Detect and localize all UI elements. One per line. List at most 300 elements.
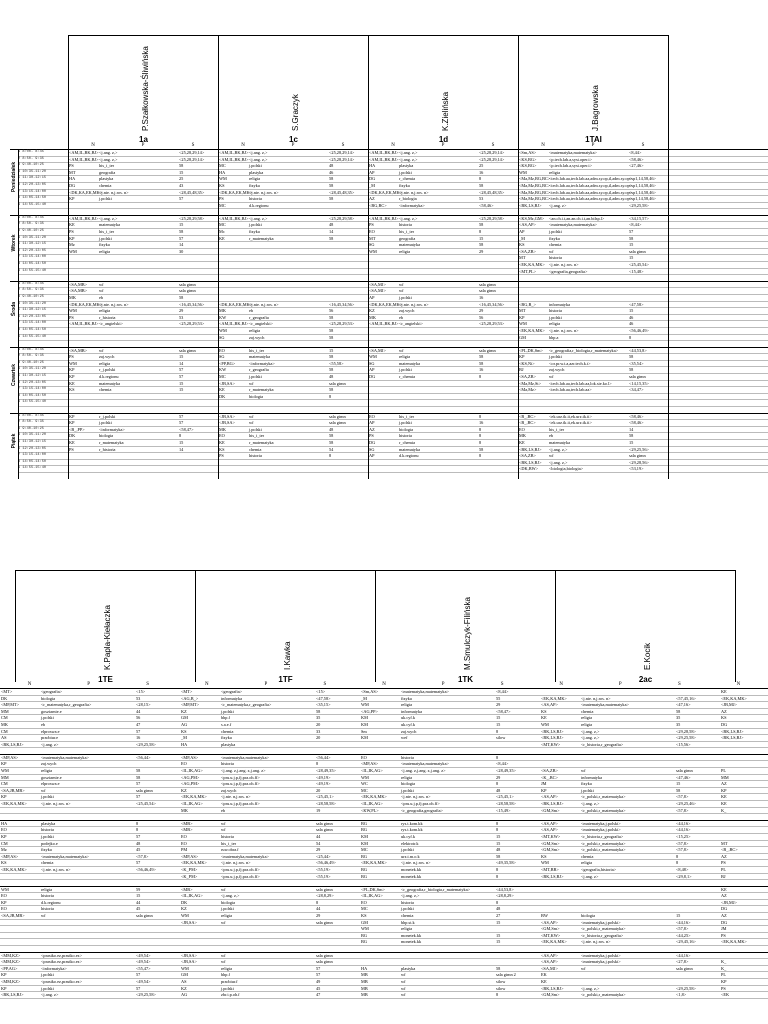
lesson-cell (218, 400, 248, 406)
lesson-cell: wf (221, 827, 226, 833)
lesson-cell: KZ (369, 308, 375, 314)
lesson-time: 9 14:55-15:40 (18, 334, 47, 339)
lesson-cell: 58 (479, 182, 484, 188)
lesson-cell: <matematyka,matematyka> (41, 754, 89, 760)
lesson-cell: sala gimn (179, 347, 196, 353)
lesson-cell (675, 761, 720, 767)
lesson-row (0, 827, 768, 834)
lesson-row (18, 335, 768, 342)
day-label (10, 348, 18, 403)
lesson-cell: religia (221, 913, 232, 919)
lesson-cell (328, 282, 368, 288)
lesson-cell: <29,8,1> (676, 873, 692, 879)
lesson-cell: sala gimn (629, 453, 646, 459)
lesson-cell (218, 255, 248, 261)
column-letter: P (291, 143, 295, 148)
lesson-cell: 58 (496, 965, 501, 971)
lesson-cell: 16 (479, 420, 484, 426)
lesson-cell: 8 (329, 453, 332, 459)
lesson-cell (518, 288, 548, 294)
lesson-cell: <28,15> (136, 702, 151, 708)
lesson-cell: KP (1, 972, 7, 978)
lesson-cell: <34,47> (629, 387, 644, 393)
lesson-cell (675, 900, 720, 906)
teacher-name: K.Papla-Kiełaczka (102, 605, 112, 670)
lesson-cell: 33 (316, 728, 321, 734)
lesson-cell: <j.ang. z,> (399, 150, 418, 155)
lesson-cell: 8 (136, 827, 139, 833)
lesson-cell: <EK,KA,MK> (541, 939, 567, 945)
lesson-cell: KE (219, 387, 225, 393)
lesson-cell: 45 (136, 847, 141, 853)
lesson-cell: wf (399, 288, 404, 294)
timetable-top (10, 35, 768, 505)
lesson-cell: <MP,MT> (1, 702, 20, 708)
lesson-cell: <JB,SA> (219, 380, 235, 386)
lesson-cell (478, 460, 518, 466)
lesson-cell: <56,44> (136, 754, 151, 760)
lesson-cell: MC (361, 906, 368, 912)
lesson-cell: MT (519, 308, 526, 314)
lesson-cell: 57 (179, 196, 184, 202)
lesson-cell: j.polski (41, 972, 54, 978)
lesson-cell (628, 288, 668, 294)
lesson-cell: <sp1,14,58,46> (629, 176, 656, 182)
lesson-time: 8 14:05-14:50 (18, 393, 47, 398)
lesson-cell: <an.ch.i.t,an.an.ch.i.t,an.bilsp.l> (549, 215, 605, 221)
lesson-cell: EO (369, 229, 375, 235)
lesson-cell: 44 (316, 906, 321, 912)
column-letter: P (264, 682, 268, 687)
lesson-row (0, 689, 768, 696)
lesson-cell: <tech.lab.aa,tech.lab.aa> (549, 387, 592, 393)
lesson-cell: MC (361, 847, 368, 853)
lesson-cell (580, 893, 675, 899)
lesson-cell: <56,46,49> (629, 327, 649, 333)
lesson-cell: religia (549, 321, 560, 327)
lesson-cell: historia (399, 222, 412, 228)
lesson-cell: MK (219, 308, 226, 314)
lesson-time: 6 12:20-13:05 (18, 380, 47, 385)
lesson-cell: GM (519, 334, 526, 340)
lesson-cell: GM (361, 919, 368, 925)
lesson-cell: <SA,JB,MB> (1, 787, 25, 793)
lesson-time: 1 8:00- 8:45 (18, 413, 44, 418)
lesson-cell: <25,28,29,14> (479, 156, 505, 162)
day-label (10, 414, 18, 469)
lesson-cell: 8 (496, 754, 499, 760)
lesson-cell: <BK,LS,BJ> (541, 873, 564, 879)
lesson-cell: fizyka (249, 182, 260, 188)
lesson-cell: 58 (676, 708, 681, 714)
lesson-row (18, 190, 768, 197)
lesson-cell: <44,16> (676, 919, 691, 925)
lesson-cell: 15 (136, 893, 141, 899)
lesson-cell: KS (181, 728, 187, 734)
lesson-row (18, 255, 768, 262)
lesson-cell: <EK (721, 992, 730, 998)
day-block (0, 688, 768, 747)
lesson-cell: MK (519, 433, 526, 439)
lesson-row (0, 709, 768, 716)
lesson-cell: <JB,MJ> (721, 702, 737, 708)
lesson-row (0, 979, 768, 986)
lesson-cell: <matematyka,matematyka> (401, 689, 449, 694)
lesson-cell: <prastko.ez,prastko.ez> (41, 959, 82, 965)
lesson-cell: KZ (181, 906, 187, 912)
lesson-cell: <j.ang. z,> (99, 215, 118, 221)
lesson-cell: <IL,IK,AG> (181, 893, 203, 899)
class-name: 1TAI (585, 135, 602, 144)
lesson-cell (68, 466, 98, 472)
lesson-cell: 53 (136, 695, 141, 701)
lesson-cell: <j.ang. z,> (581, 728, 600, 734)
lesson-cell: fizyka (99, 242, 110, 248)
lesson-cell: <57,8> (136, 853, 149, 859)
lesson-cell (400, 953, 495, 959)
lesson-cell: sala gimn (179, 281, 196, 287)
lesson-cell: religia (41, 886, 52, 892)
lesson-cell: <MM,KZ> (1, 959, 21, 965)
lesson-cell: 58 (136, 768, 141, 774)
lesson-cell: sala gimn (316, 952, 333, 958)
teacher-name: J.Bagrowska (590, 85, 600, 131)
lesson-cell: DG (369, 176, 376, 182)
lesson-cell: AP (369, 367, 375, 373)
lesson-cell: WM (361, 702, 369, 708)
lesson-cell: monetek.kk (401, 939, 422, 945)
lesson-cell: <AS,AP> (541, 702, 558, 708)
lesson-cell: 35 (676, 721, 681, 727)
lesson-cell (368, 328, 398, 334)
lesson-cell: <29,25,58> (136, 992, 156, 998)
day-label (10, 282, 18, 337)
lesson-cell: <EK,KA,MK> (1, 866, 27, 872)
lesson-time: 9 14:55-15:40 (18, 268, 47, 273)
lesson-cell: <BK,LS,BJ> (721, 735, 744, 741)
lesson-cell (178, 262, 218, 268)
lesson-cell: <j.ang. z,> (401, 893, 420, 899)
lesson-cell (398, 400, 478, 406)
lesson-cell: wf (549, 248, 554, 254)
column-divider (368, 35, 369, 479)
lesson-cell: 15 (179, 387, 184, 393)
lesson-cell: chemia (99, 387, 112, 393)
lesson-cell: AZ (369, 196, 375, 202)
lesson-cell: 8 (179, 433, 182, 439)
lesson-cell: KS (519, 242, 525, 248)
lesson-cell: 16 (136, 735, 141, 741)
lesson-cell (540, 887, 580, 893)
lesson-cell: <AM,IL,BK,BJ> (219, 156, 249, 162)
lesson-cell: <MT> (181, 689, 193, 694)
lesson-cell (218, 288, 248, 294)
lesson-cell: <Ma,Mz,BG,BC> (519, 182, 551, 188)
lesson-cell: <IL,IK,AG> (181, 768, 203, 774)
day-block (0, 886, 768, 945)
column-letter: N (541, 143, 545, 148)
lesson-row (18, 163, 768, 170)
lesson-cell: 35 (316, 715, 321, 721)
lesson-cell: <56,44> (316, 754, 331, 760)
lesson-row (0, 775, 768, 782)
lesson-cell: <j.ang. z> (549, 202, 567, 208)
lesson-cell: sala gimn (479, 288, 496, 294)
lesson-cell: <j.ang. z,> (549, 459, 568, 465)
lesson-cell: <25,28,29,14> (179, 150, 205, 155)
lesson-cell: <55,47> (136, 965, 151, 971)
lesson-cell: PS (721, 860, 726, 866)
lesson-cell: KW (219, 367, 227, 373)
lesson-cell: <BK,LS,BJ> (721, 728, 744, 734)
lesson-cell (628, 394, 668, 400)
lesson-cell: religia (249, 176, 260, 182)
column-divider (518, 35, 519, 479)
lesson-row (0, 900, 768, 907)
lesson-cell: <MP,AS> (1, 853, 19, 859)
lesson-row (0, 906, 768, 913)
lesson-cell (368, 335, 398, 341)
lesson-cell: KE (219, 439, 225, 445)
column-letter: N (91, 143, 95, 148)
lesson-cell: <AG,PM> (181, 781, 200, 787)
lesson-cell (495, 959, 540, 965)
lesson-cell: AG (181, 721, 188, 727)
lesson-cell: PS (69, 354, 74, 360)
lesson-time: 8 14:05-14:50 (18, 459, 47, 464)
lesson-cell: MK (69, 294, 76, 300)
lesson-cell: <16,45,34,56> (179, 301, 205, 307)
lesson-cell: <r_angielski> (249, 321, 273, 327)
lesson-cell (68, 269, 98, 275)
lesson-cell (218, 269, 248, 275)
lesson-cell: 58 (496, 853, 501, 859)
lesson-cell: <j.ang. z,> (249, 156, 268, 162)
lesson-cell: religia (221, 965, 232, 971)
lesson-cell: j.polski (99, 196, 112, 202)
lesson-cell: <25,28,29,14> (479, 150, 505, 155)
lesson-cell: 58 (329, 433, 334, 439)
lesson-cell (328, 203, 368, 209)
lesson-row (0, 742, 768, 749)
lesson-cell: KM (361, 721, 368, 727)
lesson-cell (328, 460, 368, 466)
lesson-cell: j.polski (549, 314, 562, 320)
lesson-cell: <r_polski,r_matematyka> (581, 992, 626, 998)
lesson-cell (40, 920, 135, 926)
lesson-cell (368, 460, 398, 466)
lesson-time: 6 12:20-13:05 (18, 182, 47, 187)
lesson-cell: monetek.kk (401, 873, 422, 879)
lesson-cell: KP (1, 794, 7, 800)
lesson-cell (220, 939, 315, 945)
lesson-cell (40, 933, 135, 939)
lesson-cell: <j.nie. n,j.ros. n> (581, 939, 611, 945)
column-letter: S (323, 682, 327, 687)
lesson-cell: bhp.st.k (401, 919, 415, 925)
day-block (0, 754, 768, 813)
lesson-cell: <25,28,29,14> (329, 156, 355, 162)
lesson-cell: KE (69, 380, 75, 386)
lesson-cell: <j.ang. z> (581, 873, 599, 879)
lesson-cell (398, 394, 478, 400)
lesson-cell: ruw.obra.f (221, 847, 239, 853)
lesson-cell (248, 249, 328, 255)
lesson-cell (98, 335, 178, 341)
lesson-cell: r_chemia (399, 176, 415, 182)
lesson-cell: KP (69, 374, 75, 380)
lesson-cell: <EK,KA,MK> (1, 801, 27, 807)
lesson-cell: 48 (329, 222, 334, 228)
lesson-cell: BG (361, 873, 367, 879)
lesson-cell (540, 755, 580, 761)
lesson-cell: historia (221, 833, 234, 839)
lesson-cell: wf (221, 820, 226, 826)
lesson-row (18, 216, 768, 223)
class-name: 1TF (278, 675, 293, 684)
lesson-cell: DK (1, 695, 8, 701)
lesson-cell: <SA,ZB> (519, 248, 536, 254)
lesson-cell: eb (41, 721, 46, 727)
lesson-row (18, 242, 768, 249)
lesson-cell: <pru.u.j.p,fj.pra.oh.ff> (221, 801, 260, 807)
lesson-time: 2 8:50- 9:35 (18, 420, 44, 425)
lesson-cell: sala gimn (316, 959, 333, 965)
lesson-cell: WM (541, 860, 549, 866)
lesson-cell: BG (361, 932, 367, 938)
lesson-cell: plastyka (399, 163, 414, 169)
lesson-cell: KE (519, 439, 525, 445)
lesson-cell (398, 335, 478, 341)
day-block (10, 215, 768, 274)
lesson-cell: j.polski (399, 294, 412, 300)
lesson-cell: WM (369, 248, 377, 254)
lesson-cell: 19 (316, 807, 321, 813)
lesson-cell (135, 808, 180, 814)
lesson-cell (580, 755, 675, 761)
lesson-cell: <25,28,29,58> (179, 215, 205, 221)
lesson-cell: WM (181, 913, 189, 919)
lesson-cell: silow (496, 978, 506, 984)
lesson-cell (248, 460, 328, 466)
lesson-cell: <55,19> (316, 866, 331, 872)
lesson-cell: 56 (329, 308, 334, 314)
lesson-cell: EO (369, 413, 375, 419)
lesson-cell: MT (69, 169, 76, 175)
lesson-cell: religia (399, 248, 410, 254)
lesson-cell: <SA,ZB> (519, 453, 536, 459)
lesson-cell (315, 742, 360, 748)
lesson-cell: his_i_ter (549, 426, 565, 432)
lesson-cell: 57 (136, 794, 141, 800)
lesson-cell: elproswa.e (41, 781, 60, 787)
lesson-cell: sala gimn (316, 919, 333, 925)
lesson-cell: <BG,BC> (369, 202, 387, 208)
lesson-cell: KZ (181, 708, 187, 714)
lesson-cell: zaj.wych (221, 787, 237, 793)
column-divider (68, 35, 69, 479)
day-label (10, 216, 18, 271)
lesson-time: 2 8:50- 9:35 (18, 222, 44, 227)
lesson-cell: wf (399, 281, 404, 287)
lesson-cell (398, 328, 478, 334)
day-name: Poniedziałek (11, 162, 17, 193)
lesson-cell: geografia (399, 235, 416, 241)
lesson-cell: HA (1, 820, 8, 826)
lesson-cell: 8 (316, 899, 319, 905)
lesson-cell (720, 761, 758, 767)
lesson-cell: <IL,IK,AG> (181, 801, 203, 807)
lesson-cell: Mc (219, 229, 225, 235)
lesson-cell: <j.ang. z,> (249, 150, 268, 155)
lesson-cell: plastyka (401, 965, 416, 971)
lesson-cell: <SA,MB> (69, 281, 88, 287)
lesson-cell: WM (219, 176, 227, 182)
lesson-time: 3 9:40-10:25 (18, 163, 44, 168)
lesson-cell: bhp.a (549, 334, 559, 340)
lesson-cell: <pru.u.j.p,fj.pra.oh.ff> (221, 873, 260, 879)
lesson-cell: <AM,IL,BK,BJ> (69, 150, 99, 155)
lesson-cell: <GM,Sm> (541, 847, 560, 853)
lesson-row (0, 735, 768, 742)
lesson-cell (220, 926, 315, 932)
lesson-cell: EO (219, 433, 225, 439)
lesson-cell (548, 282, 628, 288)
lesson-cell: wf (221, 952, 226, 958)
lesson-cell: PL (721, 866, 727, 872)
lesson-cell (368, 394, 398, 400)
lesson-time: 8 14:05-14:50 (18, 196, 47, 201)
lesson-row (0, 939, 768, 946)
lesson-cell: <28,49,35> (496, 768, 516, 774)
lesson-cell: wf (249, 380, 254, 386)
lesson-cell (398, 255, 478, 261)
lesson-cell: <28,58,58> (496, 801, 516, 807)
lesson-cell: <KS,BG> (519, 156, 537, 162)
lesson-cell: 57 (136, 728, 141, 734)
lesson-cell: 58 (479, 354, 484, 360)
lesson-cell: <47,58> (629, 301, 644, 307)
class-column-header (218, 35, 368, 144)
lesson-cell: <28,45,48,35> (179, 189, 205, 195)
lesson-cell: <16,45,34,56> (329, 301, 355, 307)
lesson-cell: <AM,IL,BK,BJ> (219, 321, 249, 327)
lesson-cell: 53 (479, 196, 484, 202)
lesson-cell: his_i_ter (99, 229, 115, 235)
lesson-cell: <Ma,Mz,BG,BC> (519, 176, 551, 182)
lesson-cell: 15 (496, 715, 501, 721)
lesson-cell (368, 466, 398, 472)
lesson-cell: <pru.u.j.p,fj.pra.oh.ff> (221, 866, 260, 872)
lesson-cell: KS (361, 913, 367, 919)
lesson-cell: <58,46> (629, 420, 644, 426)
lesson-cell: 15 (496, 939, 501, 945)
lesson-cell: 57 (179, 420, 184, 426)
lesson-cell: <25,45,1> (496, 794, 514, 800)
lesson-cell: KP (1, 833, 7, 839)
lesson-row (0, 761, 768, 768)
lesson-cell: <AS,AP> (541, 820, 558, 826)
lesson-cell (178, 203, 218, 209)
lesson-cell: <GM,Sm> (541, 840, 560, 846)
lesson-cell: KP (69, 420, 75, 426)
lesson-cell: KS (69, 387, 75, 393)
lesson-cell: historia (401, 754, 414, 760)
lesson-time: 2 8:50- 9:35 (18, 288, 44, 293)
lesson-cell: historia (549, 255, 562, 261)
lesson-row (0, 854, 768, 861)
lesson-cell: KE (721, 801, 727, 807)
